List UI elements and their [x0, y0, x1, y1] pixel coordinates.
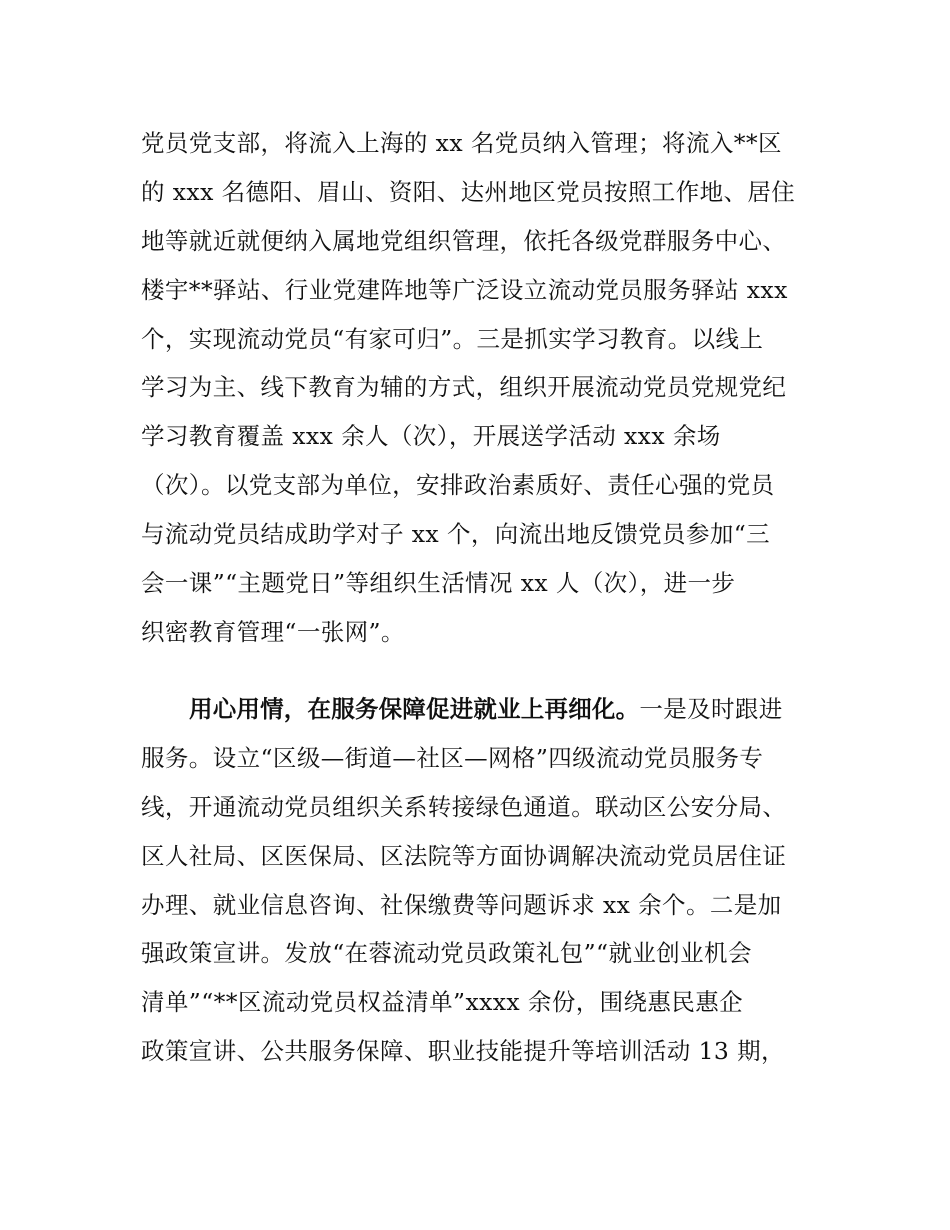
text-line: 与流动党员结成助学对子 xx 个，向流出地反馈党员参加“三: [141, 520, 771, 549]
text-line: 的 xxx 名德阳、眉山、资阳、达州地区党员按照工作地、居住: [141, 177, 796, 206]
paragraph-first-line: [141, 685, 811, 734]
text-line: 学习教育覆盖 xxx 余人（次），开展送学活动 xxx 余场: [141, 422, 721, 451]
text-line: （次）。以党支部为单位，安排政治素质好、责任心强的党员: [141, 471, 775, 500]
text-line: 织密教育管理“一张网”。: [141, 617, 405, 646]
section-heading: 用心用情，在服务保障促进就业上再细化。: [189, 695, 640, 723]
text-line: 会一课”“主题党日”等组织生活情况 xx 人（次），进一步: [141, 569, 736, 598]
text-line: 清单”“**区流动党员权益清单”xxxx 余份，围绕惠民惠企: [141, 988, 744, 1017]
text-line: 地等就近就便纳入属地党组织管理，依托各级党群服务中心、: [141, 226, 787, 255]
text-line: 办理、就业信息咨询、社保缴费等问题诉求 xx 余个。二是加: [141, 890, 782, 919]
text-line: 服务。设立“区级—街道—社区—网格”四级流动党员服务专: [141, 743, 764, 772]
text-run: 一是及时跟进: [639, 695, 783, 723]
text-line: 楼宇**驿站、行业党建阵地等广泛设立流动党员服务驿站 xxx: [141, 275, 788, 304]
text-line: 强政策宣讲。发放“在蓉流动党员政策礼包”“就业创业机会: [141, 939, 752, 968]
text-line: 个，实现流动党员“有家可归”。三是抓实学习教育。以线上: [141, 324, 764, 353]
paragraph-1: [141, 119, 811, 657]
text-line: 学习为主、线下教育为辅的方式，组织开展流动党员党规党纪: [141, 373, 787, 402]
text-line: 线，开通流动党员组织关系转接绿色通道。联动区公安分局、: [141, 792, 787, 821]
text-line: 党员党支部，将流入上海的 xx 名党员纳入管理；将流入**区: [141, 129, 782, 157]
paragraph-2: [141, 685, 811, 1076]
text-line: 区人社局、区医保局、区法院等方面协调解决流动党员居住证: [141, 841, 787, 870]
text-line: 政策宣讲、公共服务保障、职业技能提升等培训活动 13 期，: [141, 1037, 785, 1066]
